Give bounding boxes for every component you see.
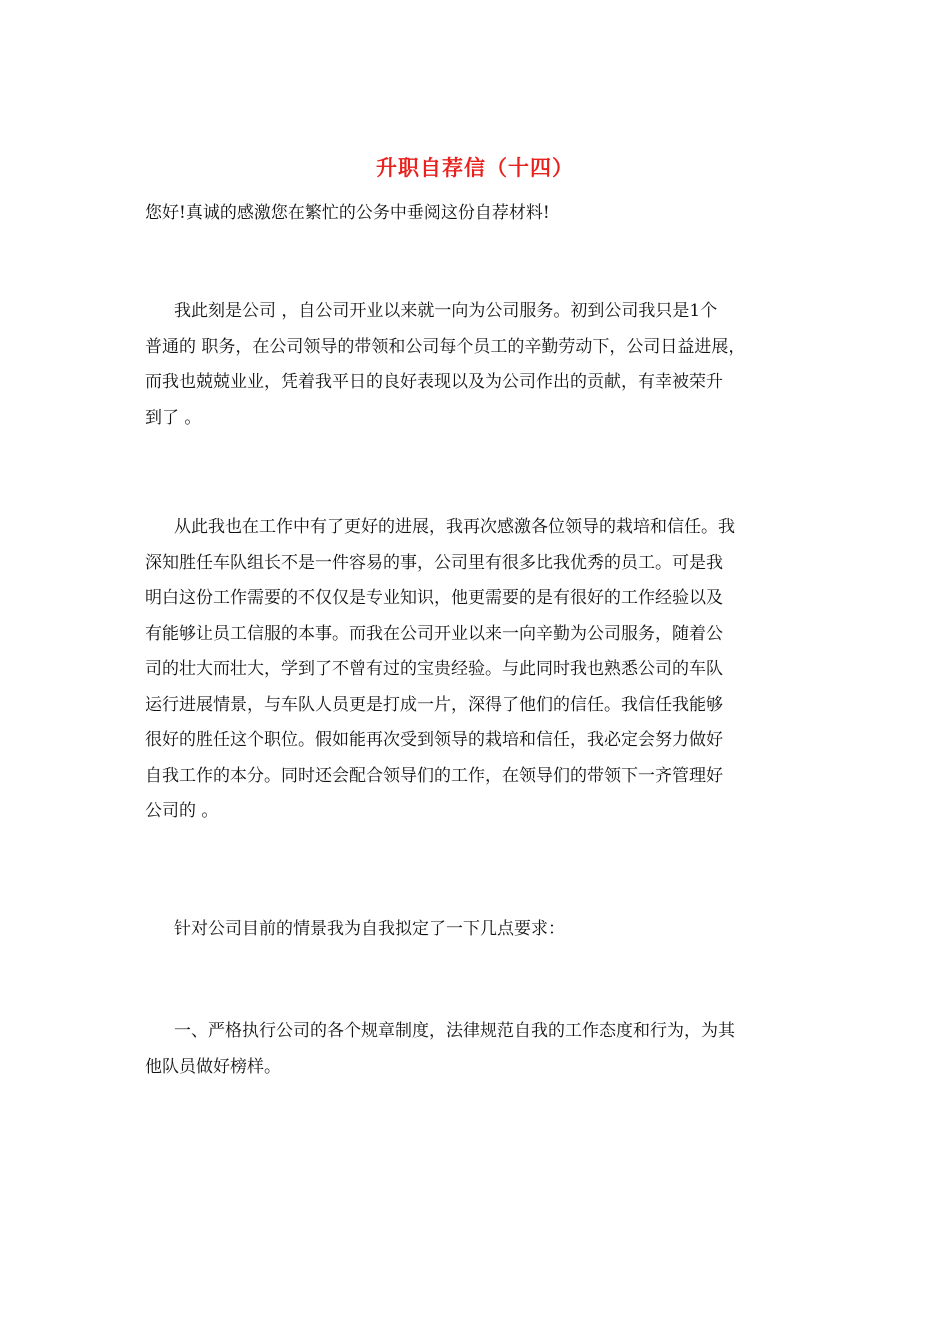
paragraph-line: 他队员做好榜样。 — [145, 1056, 281, 1077]
paragraph-requirements-intro — [145, 912, 825, 948]
paragraph-line: 司的壮大而壮大，学到了不曾有过的宝贵经验。与此同时我也熟悉公司的车队 — [145, 659, 723, 679]
paragraph-line: 到了 。 — [145, 407, 202, 428]
paragraph-line: 从此我也在工作中有了更好的进展，我再次感激各位领导的栽培和信任。我 — [174, 517, 735, 537]
document-title: 升职自荐信（十四） — [376, 155, 574, 180]
paragraph-line: 针对公司目前的情景我为自我拟定了一下几点要求： — [174, 919, 565, 939]
paragraph-progress — [145, 510, 825, 830]
paragraph-intro — [145, 294, 825, 436]
paragraph-requirement-one — [145, 1014, 825, 1085]
paragraph-line: 自我工作的本分。同时还会配合领导们的工作，在领导们的带领下一齐管理好 — [145, 765, 723, 786]
paragraph-line: 普通的 职务，在公司领导的带领和公司每个员工的辛勤劳动下，公司日益进展， — [145, 336, 746, 357]
paragraph-line: 公司的 。 — [145, 801, 219, 821]
greeting-line: 您好!真诚的感激您在繁忙的公务中垂阅这份自荐材料! — [145, 203, 550, 223]
paragraph-line: 运行进展情景，与车队人员更是打成一片，深得了他们的信任。我信任我能够 — [145, 694, 723, 715]
paragraph-line: 有能够让员工信服的本事。而我在公司开业以来一向辛勤为公司服务，随着公 — [145, 623, 723, 644]
paragraph-line: 深知胜任车队组长不是一件容易的事，公司里有很多比我优秀的员工。可是我 — [145, 552, 723, 573]
paragraph-line: 我此刻是公司 ，自公司开业以来就一向为公司服务。初到公司我只是1个 — [174, 301, 718, 321]
paragraph-line: 而我也兢兢业业，凭着我平日的良好表现以及为公司作出的贡献，有幸被荣升 — [145, 372, 723, 392]
paragraph-line: 很好的胜任这个职位。假如能再次受到领导的栽培和信任，我必定会努力做好 — [145, 730, 723, 750]
paragraph-line: 一、严格执行公司的各个规章制度，法律规范自我的工作态度和行为，为其 — [174, 1021, 735, 1041]
paragraph-line: 明白这份工作需要的不仅仅是专业知识，他更需要的是有很好的工作经验以及 — [145, 588, 723, 608]
